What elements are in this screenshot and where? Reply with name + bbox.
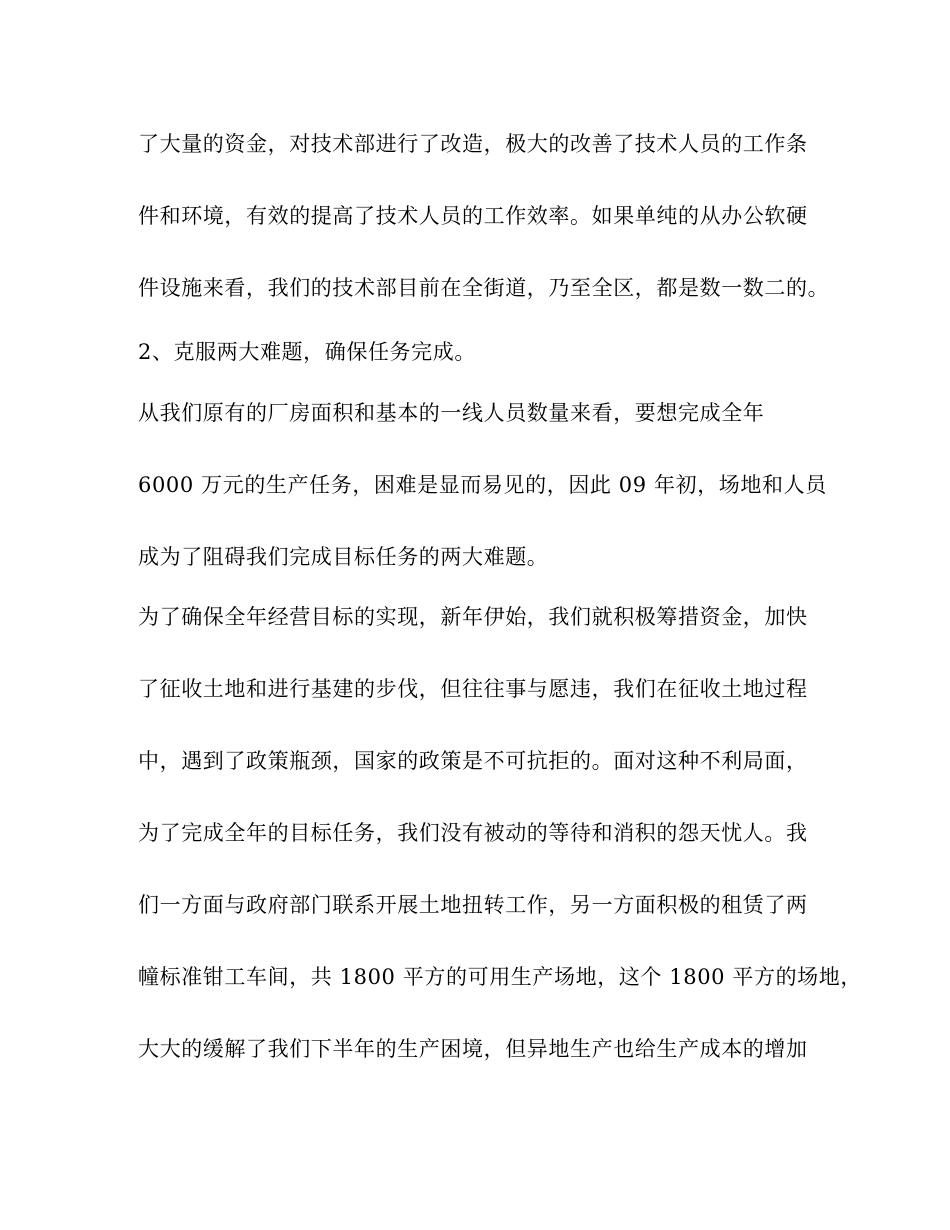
text-line-9: 了征收土地和进行基建的步伐，但往往事与愿违，我们在征收土地过程 <box>138 677 808 701</box>
text-line-3: 件设施来看，我们的技术部目前在全街道，乃至全区，都是数一数二的。 <box>138 276 830 300</box>
text-line-7: 成为了阻碍我们完成目标任务的两大难题。 <box>138 545 549 569</box>
text-line-5: 从我们原有的厂房面积和基本的一线人员数量来看，要想完成全年 <box>138 401 765 425</box>
section-heading: 2、克服两大难题，确保任务完成。 <box>138 340 476 364</box>
text-line-6: 6000 万元的生产任务，困难是显而易见的，因此 09 年初，场地和人员 <box>138 473 827 497</box>
text-line-2: 件和环境，有效的提高了技术人员的工作效率。如果单纯的从办公软硬 <box>138 204 808 228</box>
text-line-13: 幢标准钳工车间，共 1800 平方的可用生产场地，这个 1800 平方的场地， <box>138 965 862 989</box>
text-line-12: 们一方面与政府部门联系开展土地扭转工作，另一方面积极的租赁了两 <box>138 893 808 917</box>
text-line-14: 大大的缓解了我们下半年的生产困境，但异地生产也给生产成本的增加 <box>138 1037 808 1061</box>
text-line-11: 为了完成全年的目标任务，我们没有被动的等待和消积的怨天忧人。我 <box>138 821 808 845</box>
text-line-8: 为了确保全年经营目标的实现，新年伊始，我们就积极筹措资金，加快 <box>138 605 808 629</box>
text-line-1: 了大量的资金，对技术部进行了改造，极大的改善了技术人员的工作条 <box>138 132 808 156</box>
text-line-10: 中，遇到了政策瓶颈，国家的政策是不可抗拒的。面对这种不利局面， <box>138 749 808 773</box>
